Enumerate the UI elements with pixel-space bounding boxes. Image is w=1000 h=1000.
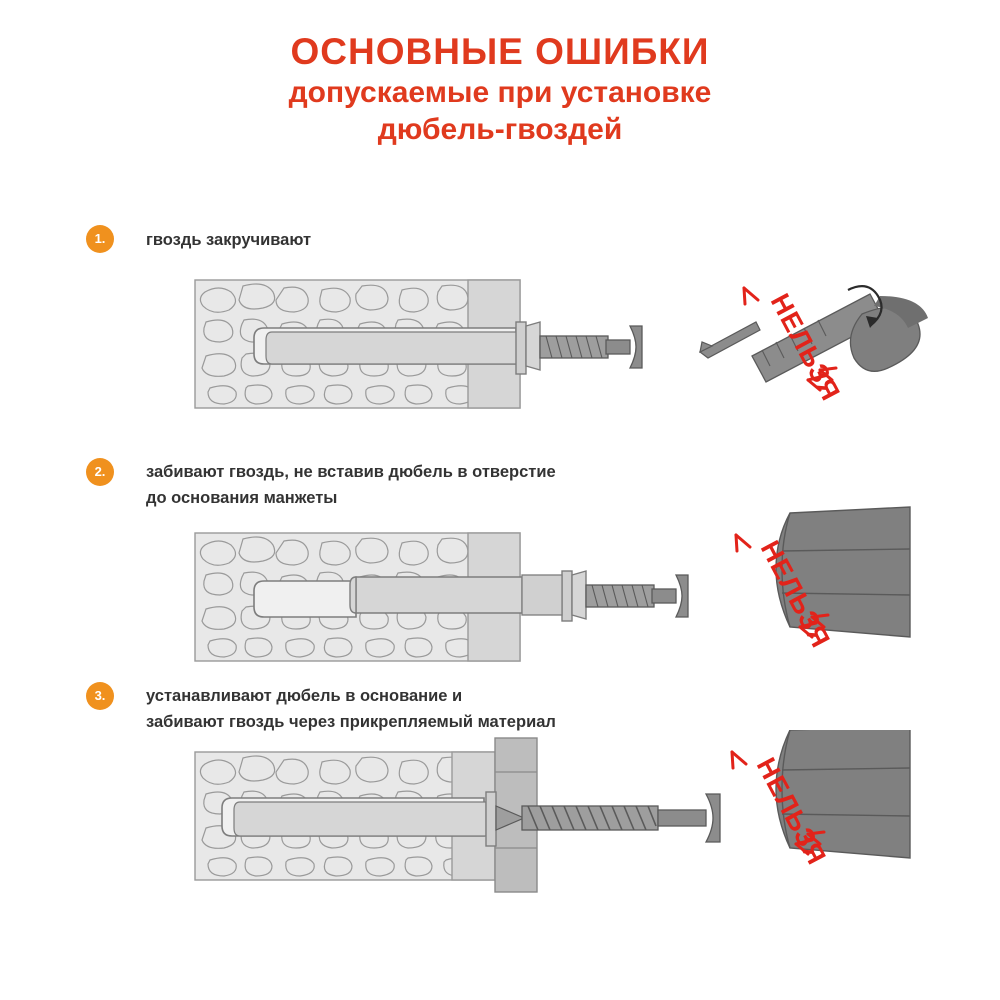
step-3-line-1: устанавливают дюбель в основание и bbox=[146, 687, 463, 705]
dowel-2 bbox=[350, 571, 586, 621]
svg-text:НЕЛЬЗЯ: НЕЛЬЗЯ bbox=[754, 535, 837, 653]
hole-2 bbox=[254, 581, 356, 617]
step-3-line-2: забивают гвоздь через прикрепляемый материал bbox=[146, 712, 556, 731]
nail-1 bbox=[540, 326, 642, 368]
step-1-illustration bbox=[0, 270, 1000, 430]
step-1-text bbox=[146, 228, 766, 254]
step-2-text bbox=[146, 460, 766, 511]
svg-text:НЕЛЬЗЯ: НЕЛЬЗЯ bbox=[764, 288, 847, 406]
title-line-2: допускаемые при установке bbox=[288, 75, 712, 109]
step-1-line-1: гвоздь закручивают bbox=[146, 231, 312, 249]
step-2-badge: 2. bbox=[86, 458, 114, 486]
title-line-3: дюбель-гвоздей bbox=[377, 113, 623, 147]
svg-text:НЕЛЬЗЯ: НЕЛЬЗЯ bbox=[750, 752, 833, 870]
step-1-badge: 1. bbox=[86, 225, 114, 253]
step-2-illustration bbox=[0, 505, 1000, 670]
page-title bbox=[0, 30, 1000, 149]
step-2-line-2: до основания манжеты bbox=[146, 488, 338, 507]
step-2-line-1: забивают гвоздь, не вставив дюбель в отверстие bbox=[146, 463, 556, 481]
step-3-text bbox=[146, 684, 766, 735]
title-line-1: ОСНОВНЫЕ ОШИБКИ bbox=[290, 31, 710, 72]
nail-2 bbox=[586, 575, 688, 617]
step-3-illustration bbox=[0, 730, 1000, 920]
step-3-badge: 3. bbox=[86, 682, 114, 710]
